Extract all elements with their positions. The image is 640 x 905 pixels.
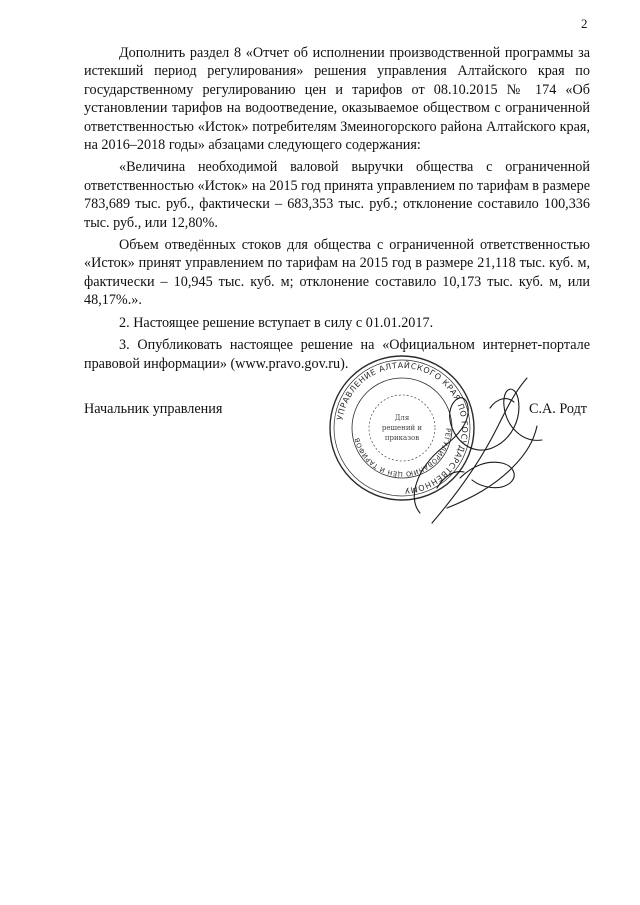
svg-text:Для: Для xyxy=(394,414,410,422)
handwritten-signature-icon xyxy=(414,378,542,523)
page-number: 2 xyxy=(581,16,588,31)
paragraph-publication: 3. Опубликовать настоящее решение на «Официальном интернет-портале правовой информации» (www.pravo.gov.ru). xyxy=(84,337,590,372)
signatory-name: С.А. Родт xyxy=(529,401,587,417)
signatory-position: Начальник управления xyxy=(84,401,223,417)
svg-text:УПРАВЛЕНИЕ АЛТАЙСКОГО КРАЯ ПО: УПРАВЛЕНИЕ АЛТАЙСКОГО КРАЯ ПО ГОСУДАРСТВЕННОМУ xyxy=(335,360,470,496)
svg-text:решений и: решений и xyxy=(381,424,423,432)
paragraph-gross-revenue: «Величина необходимой валовой выручки общества с ограниченной ответственностью «Исток» на 2015 год принята управлением по тарифам в размере 783,689 тыс. руб., фактически – 683,353 тыс. руб.; отклонение составило 100,336 тыс. руб., или 12,80%. xyxy=(84,159,590,231)
svg-text:РЕГУЛИРОВАНИЮ ЦЕН И ТАРИФОВ: РЕГУЛИРОВАНИЮ ЦЕН И ТАРИФОВ xyxy=(353,427,453,479)
official-seal-with-signature xyxy=(322,348,572,528)
paragraph-wastewater-volume: Объем отведённых стоков для общества с ограниченной ответственностью «Исток» принят управлением по тарифам на 2015 год в размере 21,118 тыс. куб. м, фактически – 10,945 тыс. куб. м; отклонение составило 10,173 тыс. куб. м, или 48,17%.». xyxy=(84,237,590,309)
paragraph-effective-date: 2. Настоящее решение вступает в силу с 01.01.2017. xyxy=(119,314,434,331)
svg-text:приказов: приказов xyxy=(384,434,420,442)
paragraph-amendment-intro: Дополнить раздел 8 «Отчет об исполнении производственной программы за истекший период регулирования» решения управления Алтайского края по государственному регулированию цен и тарифов от 08.10.2015 № 174 «Об установлении тарифов на водоотведение, оказываемое обществом с ограниченной ответственностью «Исток» потребителям Змеиногорского района Алтайского края, на 2016–2018 годы» абзацами следующего содержания: xyxy=(84,45,590,154)
document-body xyxy=(84,44,590,377)
